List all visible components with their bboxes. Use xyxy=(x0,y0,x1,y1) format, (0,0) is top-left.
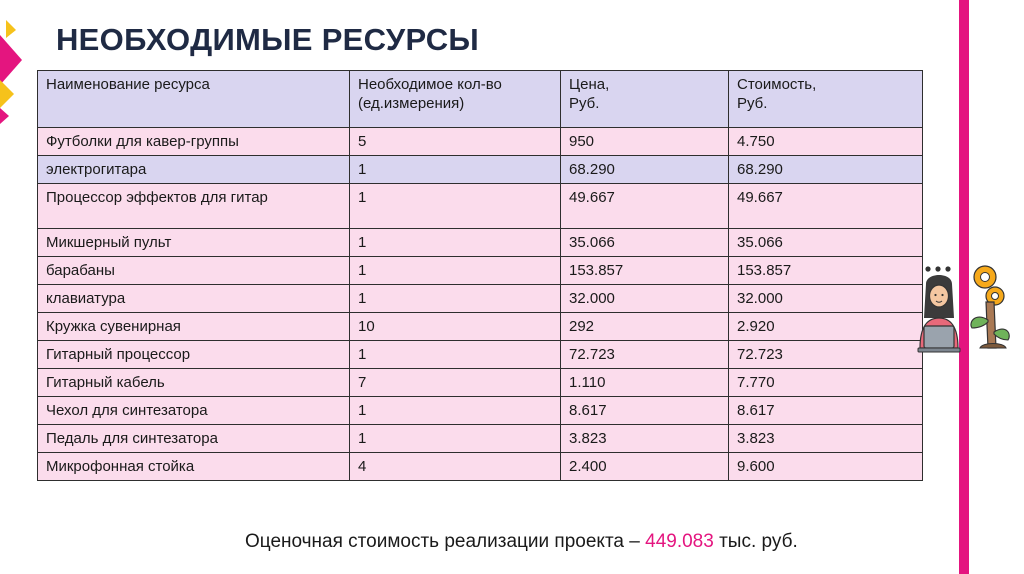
cell-price: 72.723 xyxy=(561,341,729,369)
cell-name: Чехол для синтезатора xyxy=(38,397,350,425)
cell-cost: 9.600 xyxy=(729,453,923,481)
cell-quantity: 7 xyxy=(350,369,561,397)
total-cost-amount: 449.083 xyxy=(645,531,714,552)
table-row xyxy=(38,453,923,481)
cell-price: 950 xyxy=(561,128,729,156)
cell-quantity: 1 xyxy=(350,397,561,425)
cell-cost: 72.723 xyxy=(729,341,923,369)
cell-name: электрогитара xyxy=(38,156,350,184)
cell-quantity: 5 xyxy=(350,128,561,156)
cell-price: 153.857 xyxy=(561,257,729,285)
cell-price: 3.823 xyxy=(561,425,729,453)
resources-table-container xyxy=(37,70,922,481)
table-row xyxy=(38,397,923,425)
cell-name: Гитарный процессор xyxy=(38,341,350,369)
cell-price: 8.617 xyxy=(561,397,729,425)
cell-name: Педаль для синтезатора xyxy=(38,425,350,453)
cell-name: Микшерный пульт xyxy=(38,229,350,257)
worker-with-laptop-icon xyxy=(908,262,1014,358)
cell-name: Микрофонная стойка xyxy=(38,453,350,481)
cell-cost: 49.667 xyxy=(729,184,923,229)
table-row xyxy=(38,313,923,341)
cell-quantity: 1 xyxy=(350,425,561,453)
cell-name: Гитарный кабель xyxy=(38,369,350,397)
table-row xyxy=(38,156,923,184)
cell-quantity: 1 xyxy=(350,229,561,257)
table-row xyxy=(38,425,923,453)
cell-cost: 7.770 xyxy=(729,369,923,397)
table-row xyxy=(38,369,923,397)
cell-quantity: 1 xyxy=(350,257,561,285)
cell-cost: 4.750 xyxy=(729,128,923,156)
cell-price: 35.066 xyxy=(561,229,729,257)
table-row xyxy=(38,128,923,156)
table-row xyxy=(38,229,923,257)
total-cost-prefix: Оценочная стоимость реализации проекта – xyxy=(245,531,646,552)
decorative-star-icon xyxy=(0,0,40,140)
cell-quantity: 4 xyxy=(350,453,561,481)
cell-cost: 153.857 xyxy=(729,257,923,285)
cell-price: 32.000 xyxy=(561,285,729,313)
header-cell-quantity: Необходимое кол-во (ед.измерения) xyxy=(350,71,561,128)
cell-quantity: 10 xyxy=(350,313,561,341)
cell-quantity: 1 xyxy=(350,156,561,184)
header-cell-cost: Стоимость, Руб. xyxy=(729,71,923,128)
dots-icon xyxy=(925,266,950,271)
cell-cost: 32.000 xyxy=(729,285,923,313)
table-row xyxy=(38,184,923,229)
cell-cost: 68.290 xyxy=(729,156,923,184)
cell-cost: 3.823 xyxy=(729,425,923,453)
cell-name: Кружка сувенирная xyxy=(38,313,350,341)
cell-quantity: 1 xyxy=(350,184,561,229)
table-row xyxy=(38,257,923,285)
header-cell-price: Цена, Руб. xyxy=(561,71,729,128)
resources-table xyxy=(37,70,923,481)
plant-icon xyxy=(971,302,1009,348)
cell-cost: 2.920 xyxy=(729,313,923,341)
cell-cost: 35.066 xyxy=(729,229,923,257)
cell-quantity: 1 xyxy=(350,341,561,369)
cell-price: 292 xyxy=(561,313,729,341)
cell-price: 49.667 xyxy=(561,184,729,229)
cell-price: 1.110 xyxy=(561,369,729,397)
total-cost-summary xyxy=(245,531,798,553)
cell-name: Процессор эффектов для гитар xyxy=(38,184,350,229)
cell-name: Футболки для кавер-группы xyxy=(38,128,350,156)
cell-price: 68.290 xyxy=(561,156,729,184)
total-cost-suffix: тыс. руб. xyxy=(713,531,798,552)
table-row xyxy=(38,285,923,313)
page-title: НЕОБХОДИМЫЕ РЕСУРСЫ xyxy=(56,22,480,57)
header-cell-name: Наименование ресурса xyxy=(38,71,350,128)
cell-cost: 8.617 xyxy=(729,397,923,425)
cell-price: 2.400 xyxy=(561,453,729,481)
cell-name: клавиатура xyxy=(38,285,350,313)
cell-name: барабаны xyxy=(38,257,350,285)
table-row xyxy=(38,341,923,369)
cell-quantity: 1 xyxy=(350,285,561,313)
table-header-row xyxy=(38,71,923,128)
gear-icon xyxy=(974,266,1004,305)
